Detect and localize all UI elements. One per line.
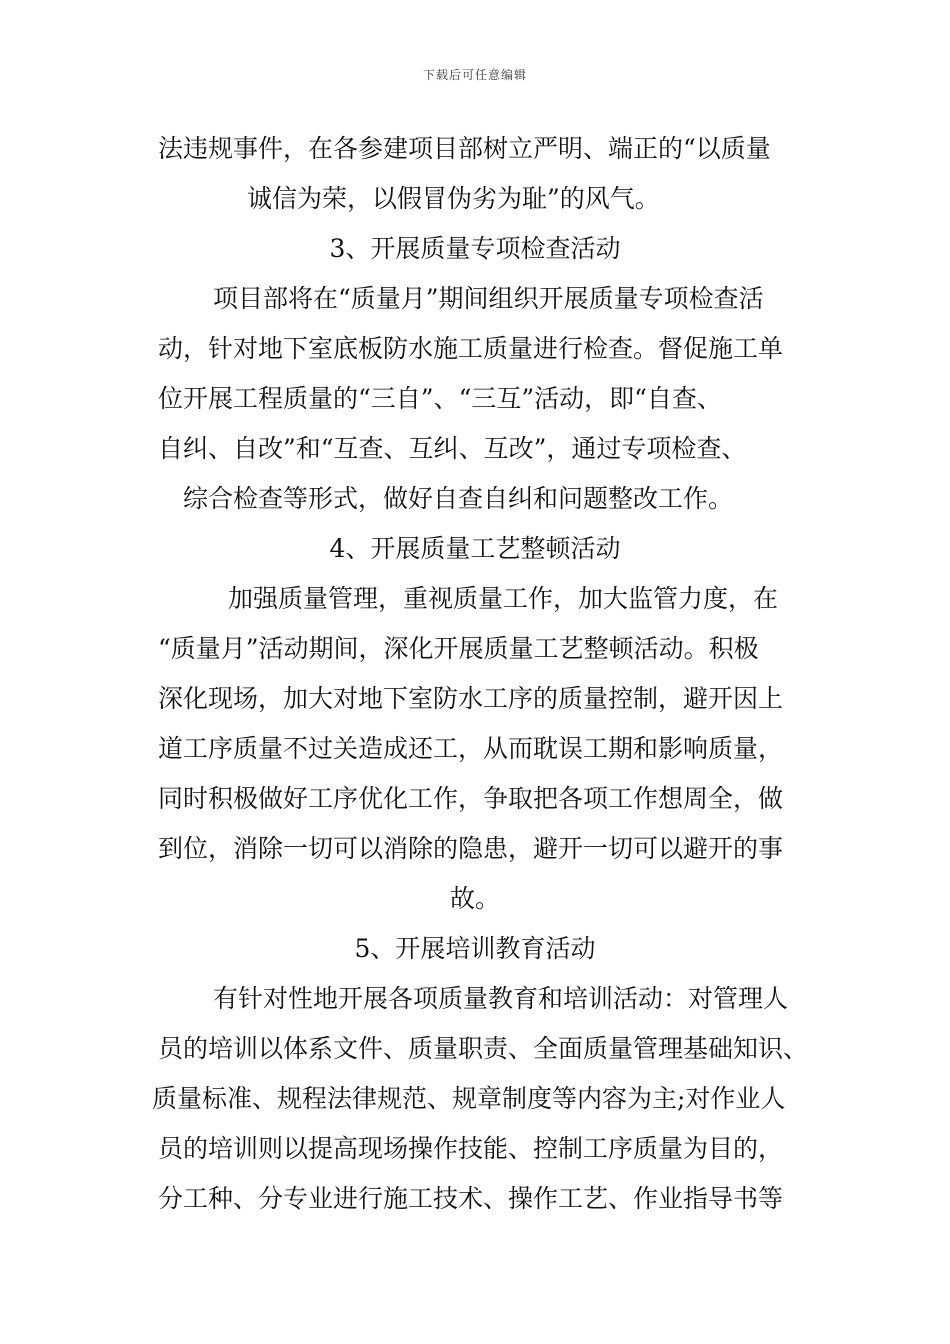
section-heading-3: 3、开展质量专项检查活动 <box>329 234 621 263</box>
header-note: 下载后可任意编辑 <box>422 68 527 82</box>
section-heading-4: 4、开展质量工艺整顿活动 <box>329 534 621 563</box>
section-heading-5: 5、开展培训教育活动 <box>354 934 596 963</box>
text-line: 故。 <box>449 884 500 913</box>
document-page: 下载后可任意编辑 法违规事件，在各参建项目部树立严明、端正的“以质量 诚信为荣，以假冒伪劣为耻”的风气。 3、开展质量专项检查活动 项目部将在“质量月”期间组织开展质量专项检查活 动，针对地下室底板防水施工质量进行检查。督促施工单 位开展工程质量的“三自”、“三互”活动，即“自查、 自纠、自改”和“互查、互纠、互改”，通过专项检查、 综合检查等形式，做好自查自纠和问题整改工作。 4、开展质量工艺整顿活动 加强质量管理，重视质量工作，加大监管力度，在 “质量月”活动期间，深化开展质量工艺整顿活动。积极 深化现场，加大对地下室防水工序的质量控制，避开因上 道工序质量不过关造成还工，从而耽误工期和影响质量， 同时积极做好工序优化工作，争取把各项工作想周全，做 到位，消除一切可以消除的隐患，避开一切可以避开的事 故。 5、开展培训教育活动 有针对性地开展各项质量教育和培训活动：对管理人 员的培训以体系文件、质量职责、全面质量管理基础知识、 质量标准、规程法律规范、规章制度等内容为主;对作业人 员的培训则以提高现场操作技能、控制工序质量为目的， 分工种、分专业进行施工技术、操作工艺、作业指导书等 <box>0 0 950 1344</box>
